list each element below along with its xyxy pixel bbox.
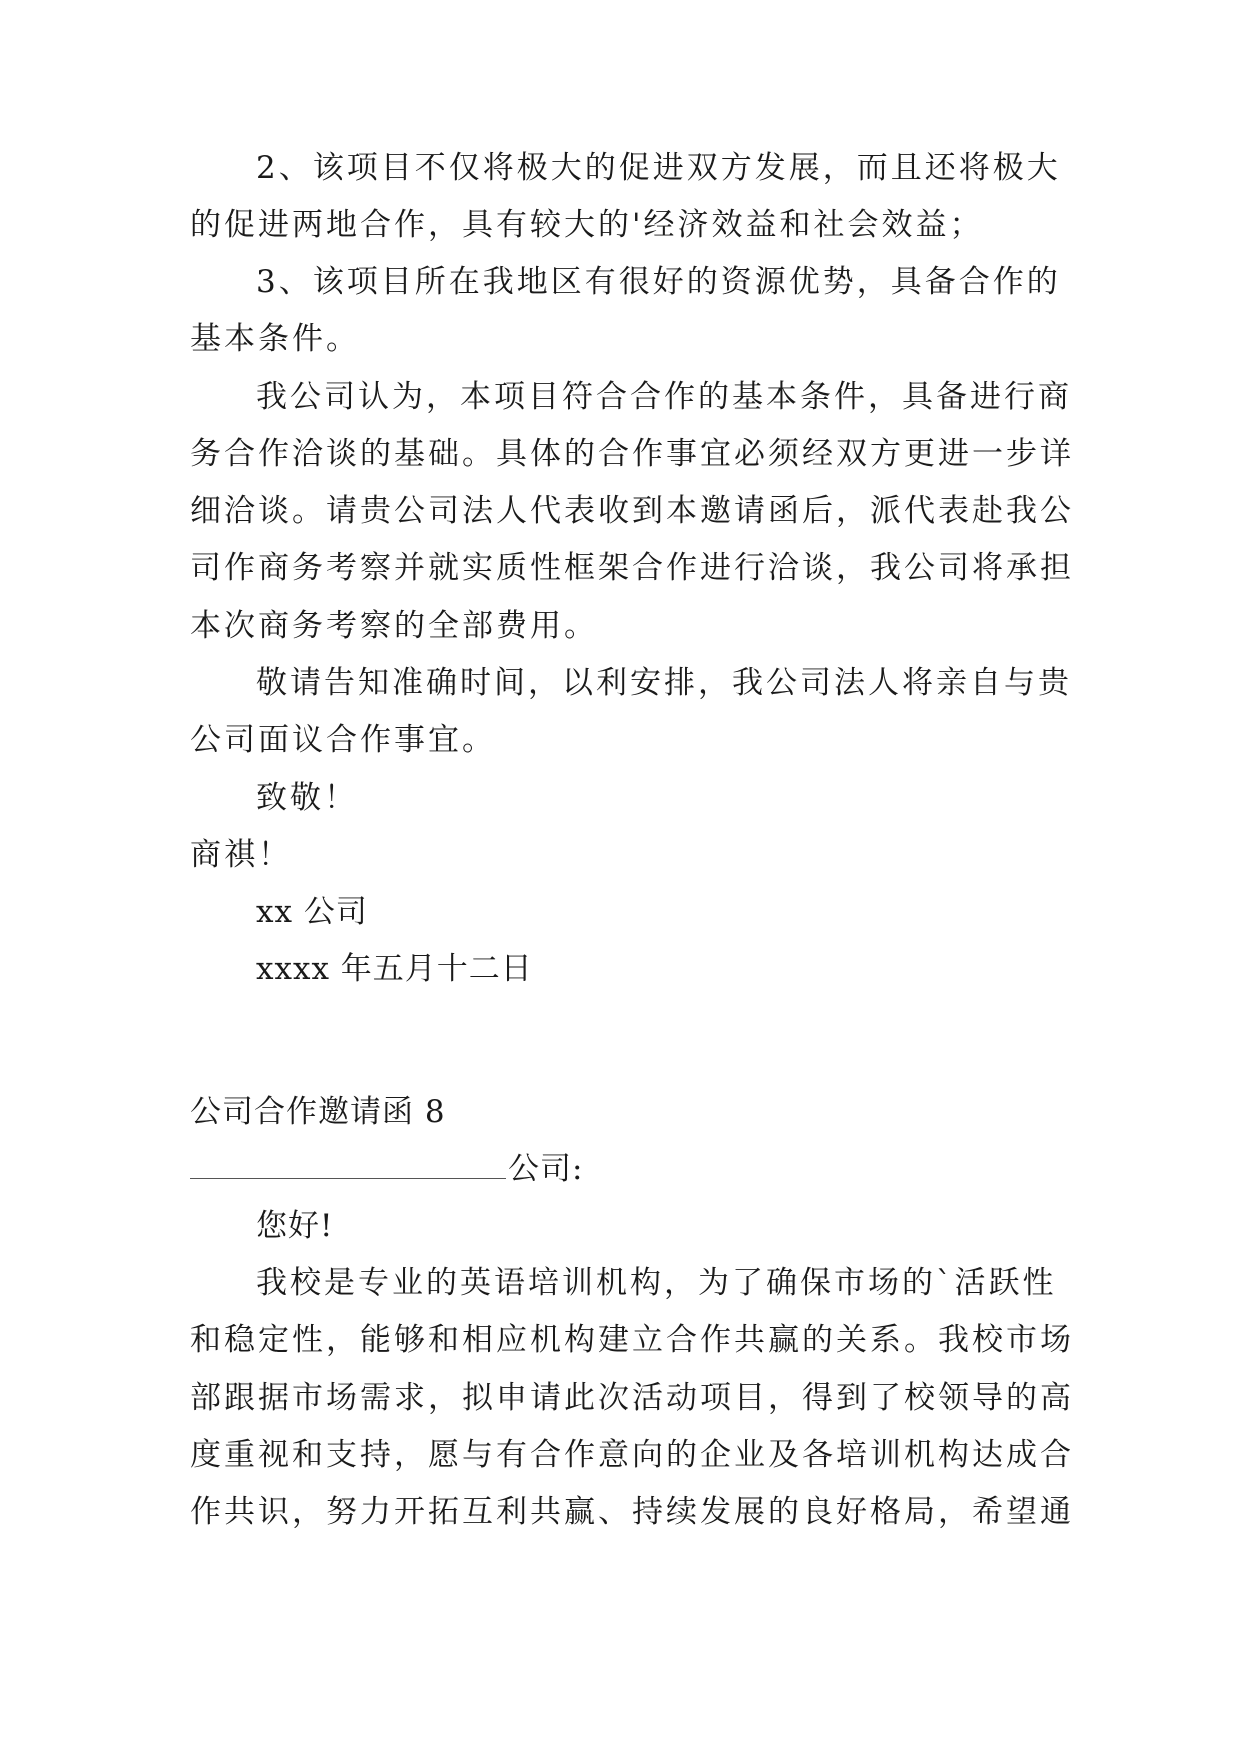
recipient-line xyxy=(190,1149,1060,1189)
request-line2: 公司面议合作事宜。 xyxy=(190,722,496,758)
item3-line1: 3、该项目所在我地区有很好的资源优势，具备合作的 xyxy=(256,264,1061,300)
closing-salute: 致敬！ xyxy=(256,780,358,816)
conclusion-line2: 务合作洽谈的基础。具体的合作事宜必须经双方更进一步详 xyxy=(190,436,1074,472)
signature-date: xxxx 年五月十二日 xyxy=(256,951,533,987)
recipient-blank xyxy=(190,1152,506,1179)
intro-line1: 我校是专业的英语培训机构，为了确保市场的`活跃性 xyxy=(256,1265,1057,1301)
closing-wish: 商祺！ xyxy=(190,837,292,873)
signature-company: xx 公司 xyxy=(256,894,368,930)
intro-line3: 部跟据市场需求，拟申请此次活动项目，得到了校领导的高 xyxy=(190,1380,1074,1416)
greeting: 您好! xyxy=(256,1208,334,1244)
intro-line4: 度重视和支持，愿与有合作意向的企业及各培训机构达成合 xyxy=(190,1437,1074,1473)
conclusion-line1: 我公司认为，本项目符合合作的基本条件，具备进行商 xyxy=(256,379,1072,415)
item3-line2: 基本条件。 xyxy=(190,321,360,357)
intro-line5: 作共识，努力开拓互利共赢、持续发展的良好格局，希望通 xyxy=(190,1494,1074,1530)
item2-line2: 的促进两地合作，具有较大的'经济效益和社会效益； xyxy=(190,207,984,243)
conclusion-line5: 本次商务考察的全部费用。 xyxy=(190,608,598,644)
request-line1: 敬请告知准确时间，以利安排，我公司法人将亲自与贵 xyxy=(256,665,1072,701)
recipient-suffix: 公司: xyxy=(508,1151,584,1187)
item2-line1: 2、该项目不仅将极大的促进双方发展，而且还将极大 xyxy=(256,150,1061,186)
conclusion-line4: 司作商务考察并就实质性框架合作进行洽谈，我公司将承担 xyxy=(190,550,1074,586)
conclusion-line3: 细洽谈。请贵公司法人代表收到本邀请函后，派代表赴我公 xyxy=(190,493,1074,529)
section-title: 公司合作邀请函 8 xyxy=(190,1094,446,1130)
intro-line2: 和稳定性，能够和相应机构建立合作共赢的关系。我校市场 xyxy=(190,1322,1074,1358)
